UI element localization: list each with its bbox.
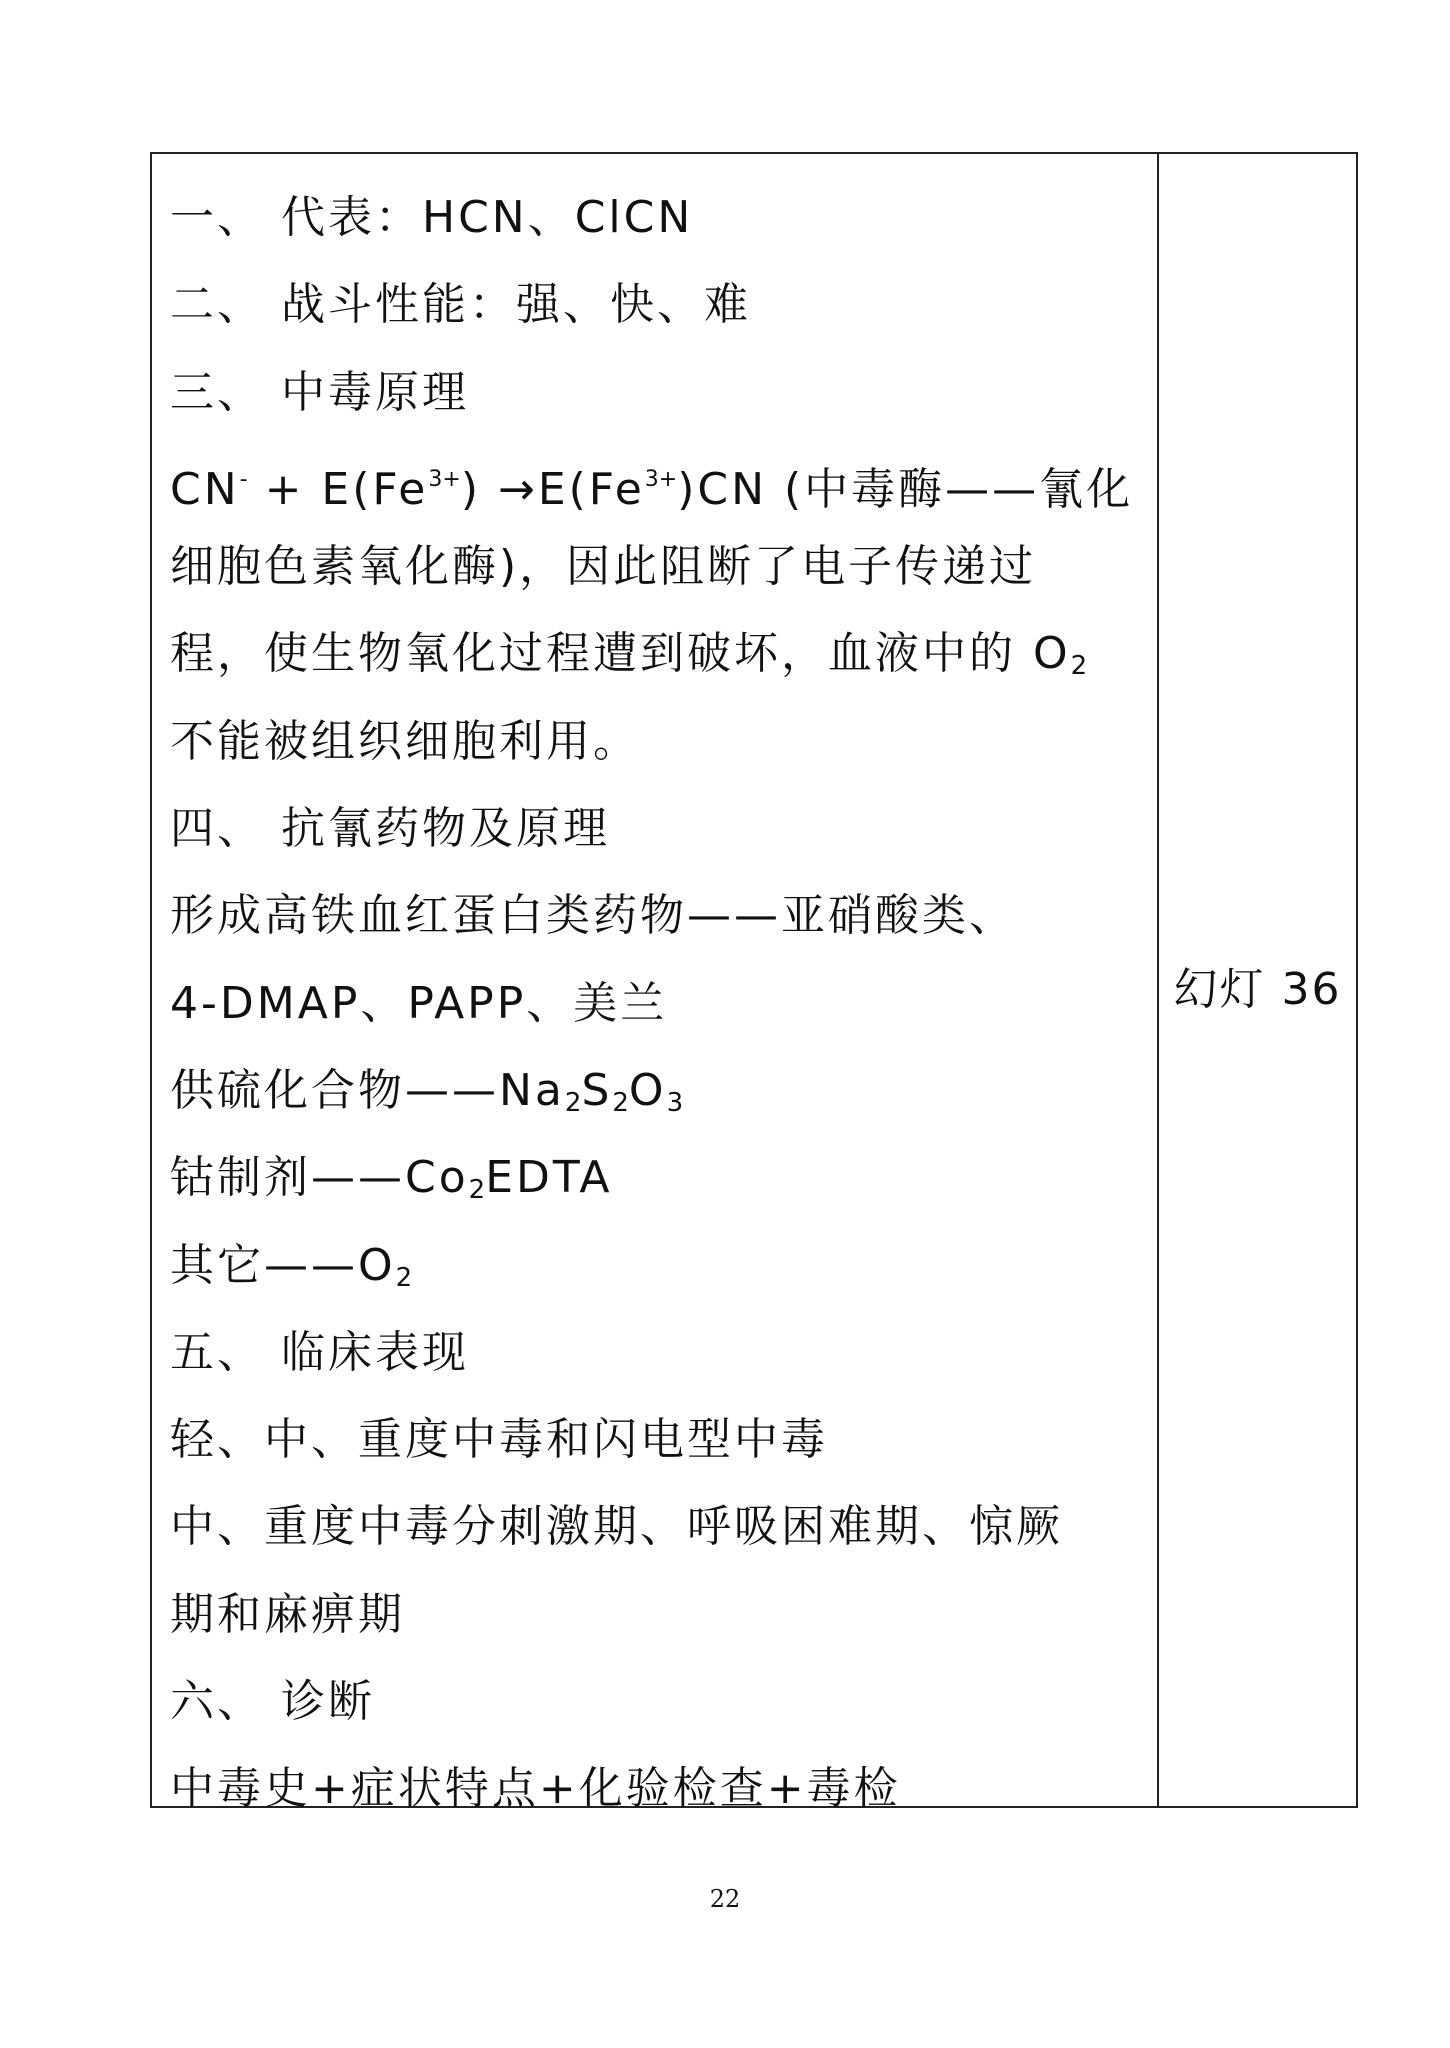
text-line-16: 中、重度中毒分刺激期、呼吸困难期、惊厥 bbox=[170, 1501, 1063, 1553]
page-number: 22 bbox=[709, 1885, 741, 1913]
text-line-19: 中毒史+症状特点+化验检查+毒检 bbox=[170, 1763, 901, 1815]
text-line-7: 不能被组织细胞利用。 bbox=[170, 715, 640, 767]
heading-combat-performance: 二、 战斗性能：强、快、难 bbox=[170, 279, 751, 331]
eq-part-a: CN bbox=[170, 463, 240, 515]
line12-a: 钴制剂——Co bbox=[170, 1152, 469, 1204]
eq-part-c: ) →E(Fe bbox=[460, 463, 645, 515]
line12-b: EDTA bbox=[485, 1152, 613, 1204]
heading-clinical: 五、 临床表现 bbox=[170, 1326, 469, 1378]
line11-b: S bbox=[581, 1064, 613, 1116]
other-line bbox=[170, 1222, 1157, 1309]
eq-part-b: + E(Fe bbox=[247, 463, 429, 515]
line11-a: 供硫化合物——Na bbox=[170, 1064, 565, 1116]
line12-sub-a: 2 bbox=[468, 1175, 486, 1206]
heading-antidotes: 四、 抗氰药物及原理 bbox=[170, 803, 610, 855]
text-line-9: 形成高铁血红蛋白类药物——亚硝酸类、 bbox=[170, 890, 1016, 942]
heading-poisoning-principle: 三、 中毒原理 bbox=[170, 366, 469, 418]
slide-label: 幻灯 36 bbox=[1173, 964, 1342, 1015]
reaction-equation bbox=[170, 436, 1157, 523]
text-line-6 bbox=[170, 610, 1157, 697]
line13-a: 其它——O bbox=[170, 1239, 396, 1291]
eq-sup-a: - bbox=[239, 466, 248, 492]
cobalt-agent-line bbox=[170, 1134, 1157, 1221]
eq-sup-c: 3+ bbox=[644, 466, 678, 492]
content-cell bbox=[152, 154, 1159, 1815]
line11-sub-c: 3 bbox=[666, 1087, 684, 1118]
line11-sub-b: 2 bbox=[612, 1087, 629, 1118]
eq-sup-b: 3+ bbox=[428, 466, 461, 492]
line6-text: 程，使生物氧化过程遭到破坏，血液中的 O bbox=[170, 628, 1071, 680]
eq-part-d: )CN (中毒酶——氰化 bbox=[677, 463, 1134, 515]
line11-sub-a: 2 bbox=[564, 1087, 582, 1118]
text-line-5: 细胞色素氧化酶)，因此阻断了电子传递过 bbox=[170, 541, 1037, 593]
heading-representatives: 一、 代表：HCN、ClCN bbox=[170, 192, 694, 243]
heading-diagnosis: 六、 诊断 bbox=[170, 1676, 375, 1728]
text-line-10: 4-DMAP、PAPP、美兰 bbox=[170, 977, 668, 1029]
line11-c: O bbox=[628, 1064, 667, 1116]
slide-cell bbox=[1159, 154, 1356, 1806]
sulfur-donor-line bbox=[170, 1047, 1157, 1134]
text-line-17: 期和麻痹期 bbox=[170, 1588, 405, 1640]
line6-sub: 2 bbox=[1070, 651, 1088, 682]
line13-sub-a: 2 bbox=[395, 1262, 413, 1293]
content-table bbox=[150, 152, 1358, 1815]
text-line-15: 轻、中、重度中毒和闪电型中毒 bbox=[170, 1414, 828, 1466]
